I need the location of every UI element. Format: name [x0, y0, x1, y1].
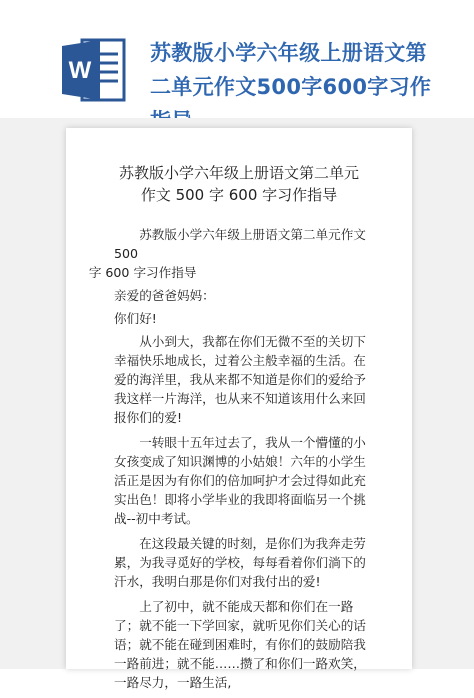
- page-title-line-1: 苏教版小学六年级上册语文第: [150, 41, 427, 65]
- document-title-line-2: 作文 500 字 600 字习作指导: [140, 186, 338, 204]
- greeting: 亲爱的爸爸妈妈：: [114, 288, 215, 303]
- paragraph: 在这段最关键的时刻，是你们为我奔走劳累，为我寻觅好的学校，每每看着你们淌下的汗水，我明白那是你们对我付出的爱!: [114, 536, 366, 589]
- word-doc-icon: [60, 36, 128, 104]
- document-subtitle-line-1: 苏教版小学六年级上册语文第二单元作文 500: [114, 227, 366, 261]
- document-subtitle-line-2: 字 600 字习作指导: [88, 265, 197, 280]
- hello-line: 你们好!: [114, 311, 157, 326]
- page-title-line-2: 二单元作文500字600字习作: [150, 75, 432, 99]
- word-letter: W: [68, 57, 92, 84]
- document-body: [88, 225, 372, 698]
- paragraph: 从小到大，我都在你们无微不至的关切下幸福快乐地成长，过着公主般幸福的生活。在爱的海洋里，我从来都不知道是你们的爱给予我这样一片海洋，也从来不知道该用什么来回报你们的爱!: [114, 334, 366, 425]
- document-title: [86, 162, 392, 206]
- document-title-line-1: 苏教版小学六年级上册语文第二单元: [118, 164, 359, 182]
- paragraph: 一转眼十五年过去了，我从一个懵懂的小女孩变成了知识渊博的小姑娘！六年的小学生活正是因为有你们的倍加呵护才会过得如此充实出色！即将小学毕业的我即将面临另一个挑战--初中考试。: [114, 435, 366, 526]
- document-subtitle: [88, 225, 372, 282]
- paragraph: 上了初中，就不能成天都和你们在一路了；就不能一下学回家，就听见你们关心的话语；就不能在碰到困难时，有你们的鼓励陪我一路前进；就不能……攒了和你们一路欢笑，一路尽力，一路生活,: [114, 599, 366, 690]
- header: [0, 0, 474, 125]
- document-page[interactable]: [66, 128, 412, 690]
